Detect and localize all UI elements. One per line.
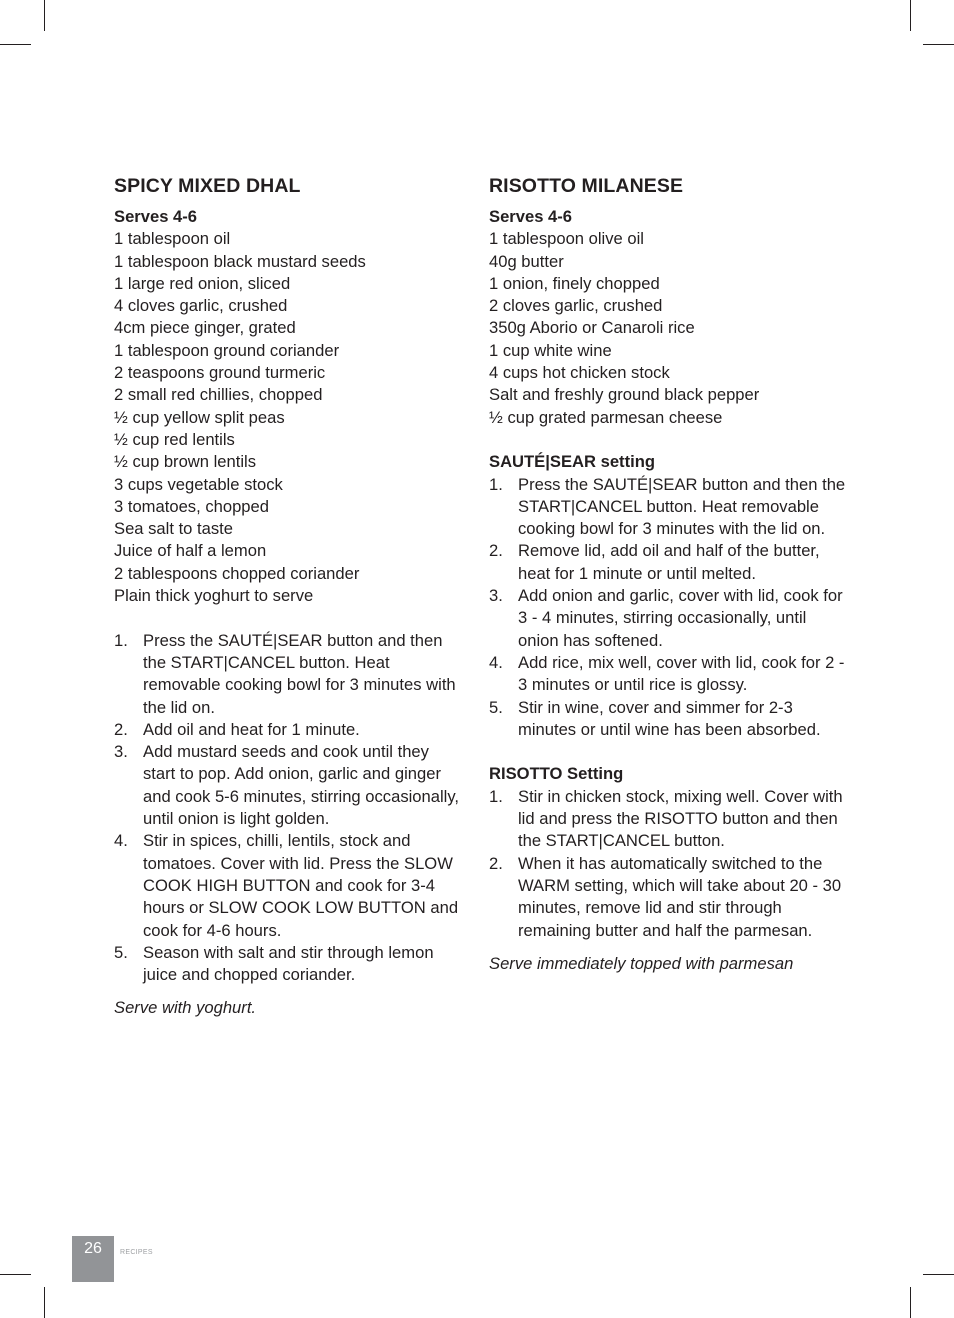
crop-mark <box>923 1274 954 1275</box>
step-number: 1. <box>489 786 503 806</box>
ingredient-item: 1 tablespoon black mustard seeds <box>114 251 366 271</box>
ingredient-item: 2 cloves garlic, crushed <box>489 296 663 316</box>
step-number: 2. <box>114 719 128 739</box>
method-step <box>489 697 849 742</box>
step-number: 5. <box>489 697 503 717</box>
step-text: Stir in chicken stock, mixing well. Cover with lid and press the RISOTTO button and then the START|CANCEL button. <box>518 786 843 851</box>
ingredient-item: 1 tablespoon ground coriander <box>114 340 340 360</box>
method-step <box>489 540 849 585</box>
ingredient-item: Salt and freshly ground black pepper <box>489 385 760 405</box>
ingredient-item: 2 small red chillies, chopped <box>114 385 323 405</box>
ingredient-item: 1 tablespoon oil <box>114 229 231 249</box>
serves-label: Serves 4-6 <box>114 207 198 226</box>
ingredient-item: Juice of half a lemon <box>114 541 267 561</box>
serve-note: Serve with yoghurt. <box>114 998 257 1018</box>
method-step <box>489 786 849 853</box>
ingredient-item: Sea salt to taste <box>114 519 233 539</box>
crop-mark <box>44 0 45 31</box>
ingredient-item: ½ cup grated parmesan cheese <box>489 407 723 427</box>
recipe-dhal <box>114 172 464 1020</box>
ingredient-item: ½ cup brown lentils <box>114 452 257 472</box>
ingredient-item: 1 cup white wine <box>489 340 612 360</box>
ingredient-item: 4 cloves garlic, crushed <box>114 296 288 316</box>
ingredient-item: 350g Aborio or Canaroli rice <box>489 318 695 338</box>
step-number: 2. <box>489 853 503 873</box>
step-number: 3. <box>114 742 128 762</box>
serves-label: Serves 4-6 <box>489 207 573 226</box>
step-number: 5. <box>114 942 128 962</box>
risotto-heading: RISOTTO Setting <box>489 764 624 784</box>
method-step <box>489 652 849 697</box>
method-step <box>489 853 849 942</box>
method-step <box>114 942 464 987</box>
step-text: Remove lid, add oil and half of the butter, heat for 1 minute or until melted. <box>518 541 820 583</box>
ingredient-item: 40g butter <box>489 251 564 271</box>
step-text: Add mustard seeds and cook until they start to pop. Add onion, garlic and ginger and cook 5-6 minutes, stirring occasionally, until onion is light golden. <box>143 742 460 829</box>
crop-mark <box>44 1287 45 1318</box>
ingredient-list <box>114 228 464 607</box>
step-text: Season with salt and stir through lemon juice and chopped coriander. <box>143 942 434 985</box>
step-text: Add onion and garlic, cover with lid, cook for 3 - 4 minutes, stirring occasionally, until onion has softened. <box>518 586 843 650</box>
step-text: Press the SAUTÉ|SEAR button and then the START|CANCEL button. Heat removable cooking bowl for 3 minutes with the lid on. <box>518 474 846 539</box>
ingredient-item: 4cm piece ginger, grated <box>114 318 296 338</box>
step-number: 1. <box>489 474 503 494</box>
recipe-title: SPICY MIXED DHAL <box>114 175 301 197</box>
method-step <box>114 630 464 719</box>
step-text: Stir in wine, cover and simmer for 2-3 minutes or until wine has been absorbed. <box>518 697 821 739</box>
ingredient-item: 2 tablespoons chopped coriander <box>114 563 360 583</box>
crop-mark <box>910 0 911 31</box>
step-text: Add oil and heat for 1 minute. <box>143 719 360 739</box>
step-text: When it has automatically switched to the WARM setting, which will take about 20 - 30 minutes, remove lid and stir through remaining butter and half the parmesan. <box>518 853 842 940</box>
ingredient-item: ½ cup yellow split peas <box>114 407 285 427</box>
step-text: Press the SAUTÉ|SEAR button and then the START|CANCEL button. Heat removable cooking bowl for 3 minutes with the lid on. <box>143 630 456 717</box>
crop-mark <box>910 1287 911 1318</box>
method-step <box>114 741 464 830</box>
saute-steps <box>489 474 849 742</box>
ingredient-item: Plain thick yoghurt to serve <box>114 586 314 606</box>
ingredient-item: 1 onion, finely chopped <box>489 273 660 293</box>
step-number: 1. <box>114 630 128 650</box>
ingredient-item: 3 cups vegetable stock <box>114 474 283 494</box>
method-step <box>114 830 464 941</box>
ingredient-item: ½ cup red lentils <box>114 429 235 449</box>
ingredient-item: 3 tomatoes, chopped <box>114 496 269 516</box>
method-step <box>114 719 464 741</box>
method-step <box>489 474 849 541</box>
step-text: Add rice, mix well, cover with lid, cook for 2 - 3 minutes or until rice is glossy. <box>518 652 845 695</box>
step-number: 4. <box>489 652 503 672</box>
ingredient-item: 1 tablespoon olive oil <box>489 229 644 249</box>
section-label: RECIPES <box>120 1249 153 1256</box>
ingredient-item: 4 cups hot chicken stock <box>489 363 670 383</box>
recipe-risotto <box>489 172 849 975</box>
serve-note: Serve immediately topped with parmesan <box>489 953 794 973</box>
crop-mark <box>0 44 31 45</box>
step-text: Stir in spices, chilli, lentils, stock and tomatoes. Cover with lid. Press the SLOW COOK HIGH BUTTON and cook for 3-4 hours or SLOW COOK LOW BUTTON and cook for 4-6 hours. <box>143 831 459 940</box>
saute-heading: SAUTÉ|SEAR setting <box>489 452 655 472</box>
step-number: 4. <box>114 831 128 851</box>
ingredient-list <box>489 228 849 429</box>
method-steps <box>114 630 464 987</box>
step-number: 3. <box>489 586 503 606</box>
crop-mark <box>0 1274 31 1275</box>
step-number: 2. <box>489 541 503 561</box>
risotto-steps <box>489 786 849 942</box>
page-number: 26 <box>72 1236 114 1282</box>
ingredient-item: 1 large red onion, sliced <box>114 273 291 293</box>
crop-mark <box>923 44 954 45</box>
ingredient-item: 2 teaspoons ground turmeric <box>114 363 326 383</box>
method-step <box>489 585 849 652</box>
recipe-title: RISOTTO MILANESE <box>489 175 684 197</box>
